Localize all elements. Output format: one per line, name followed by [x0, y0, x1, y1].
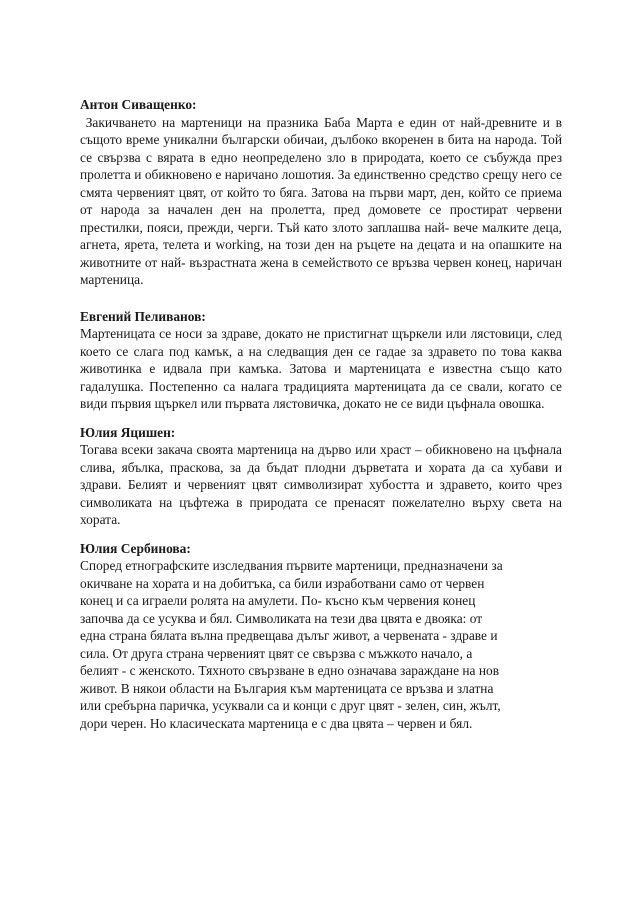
- text-line: една страна бялата вълна предвещава дълъг живот, а червената - здраве и: [80, 628, 498, 643]
- paragraph: Закичването на мартеници на празника Баба Марта е един от най-древните и в същото време уникални български обичаи, дълбоко вкоренен в бита на народа. Той се свързва с вярата в едно неопределено зло в природата, което се събужда през пролетта и обикновено е наричано лошотия. За единственно средство срещу него се смята червеният цвят, от който то бяга. Затова на първи март, ден, който се приема от народа за начален ден на пролетта, пред домовете се простират червени престилки, пояси, прежди, черги. Тъй като злото заплашва най- вече малките деца, агнета, ярета, телета и working, на този ден на ръцете на децата и на опашките на животните от най- възрастната жена в семейството се връзва червен конец, наричан мартеница.: [80, 114, 566, 287]
- text-line: белият - с женското. Тяхното свързване в едно означава зараждане на нов: [80, 663, 500, 678]
- author-heading: Евгений Пеливанов:: [80, 308, 206, 324]
- paragraph: Мартеницата се носи за здраве, докато не пристигнат щъркели или лястовици, след което се слага под камък, а на следващия ден се гадае за здравето по това каква животинка е идвала при камъка. Затова и мартеницата е известна също като гадалушка. Постепенно са налага традицията мартеницата да се свали, когато се види първия щъркел или първата лястовичка, докато не се види цъфнала овошка.: [80, 326, 562, 411]
- section-yulia-yatsishen: [80, 424, 562, 529]
- text-line: или сребърна паричка, усуквали са и конци с друг цвят - зелен, син, жълт,: [80, 698, 501, 713]
- section-evgeniy-pelivanov: [80, 308, 562, 413]
- paragraph: [80, 557, 562, 732]
- text-line: конец и са играели ролята на амулети. По- късно към червения конец: [80, 593, 476, 608]
- author-heading: Юлия Сербинова:: [80, 540, 191, 556]
- document-page: [80, 96, 566, 732]
- text-line: сила. От друга страна червеният цвят се свързва с мъжкото начало, а: [80, 645, 473, 661]
- text-line: започва да се усуква и бял. Символиката на тези два цвята е двояка: от: [80, 610, 483, 626]
- text-line: дори черен. Но класическата мартеница е с два цвята – червен и бял.: [80, 715, 473, 731]
- text-line: Според етнографските изследвания първите мартеници, предназначени за: [80, 558, 503, 573]
- text-line: живот. В някои области на България към мартеницата се връзва и златна: [80, 680, 494, 696]
- text-line: окичване на хората и на добитъка, са били изработвани само от червен: [80, 575, 485, 591]
- author-heading: Юлия Яцишен:: [80, 424, 176, 440]
- author-heading: Антон Сиващенко:: [80, 97, 197, 112]
- section-yulia-serbinova: [80, 540, 562, 733]
- paragraph: Тогава всеки закача своята мартеница на дърво или храст – обикновено на цъфнала слива, ябълка, праскова, за да бъдат плодни дърветата и хората да са хубави и здрави. Белият и червеният цвят символизират хубостта и здравето, които чрез символиката на цъфтежа в природата се пренасят пожелателно върху света на хората.: [80, 442, 562, 527]
- section-anton-sivashchenko: [80, 96, 566, 289]
